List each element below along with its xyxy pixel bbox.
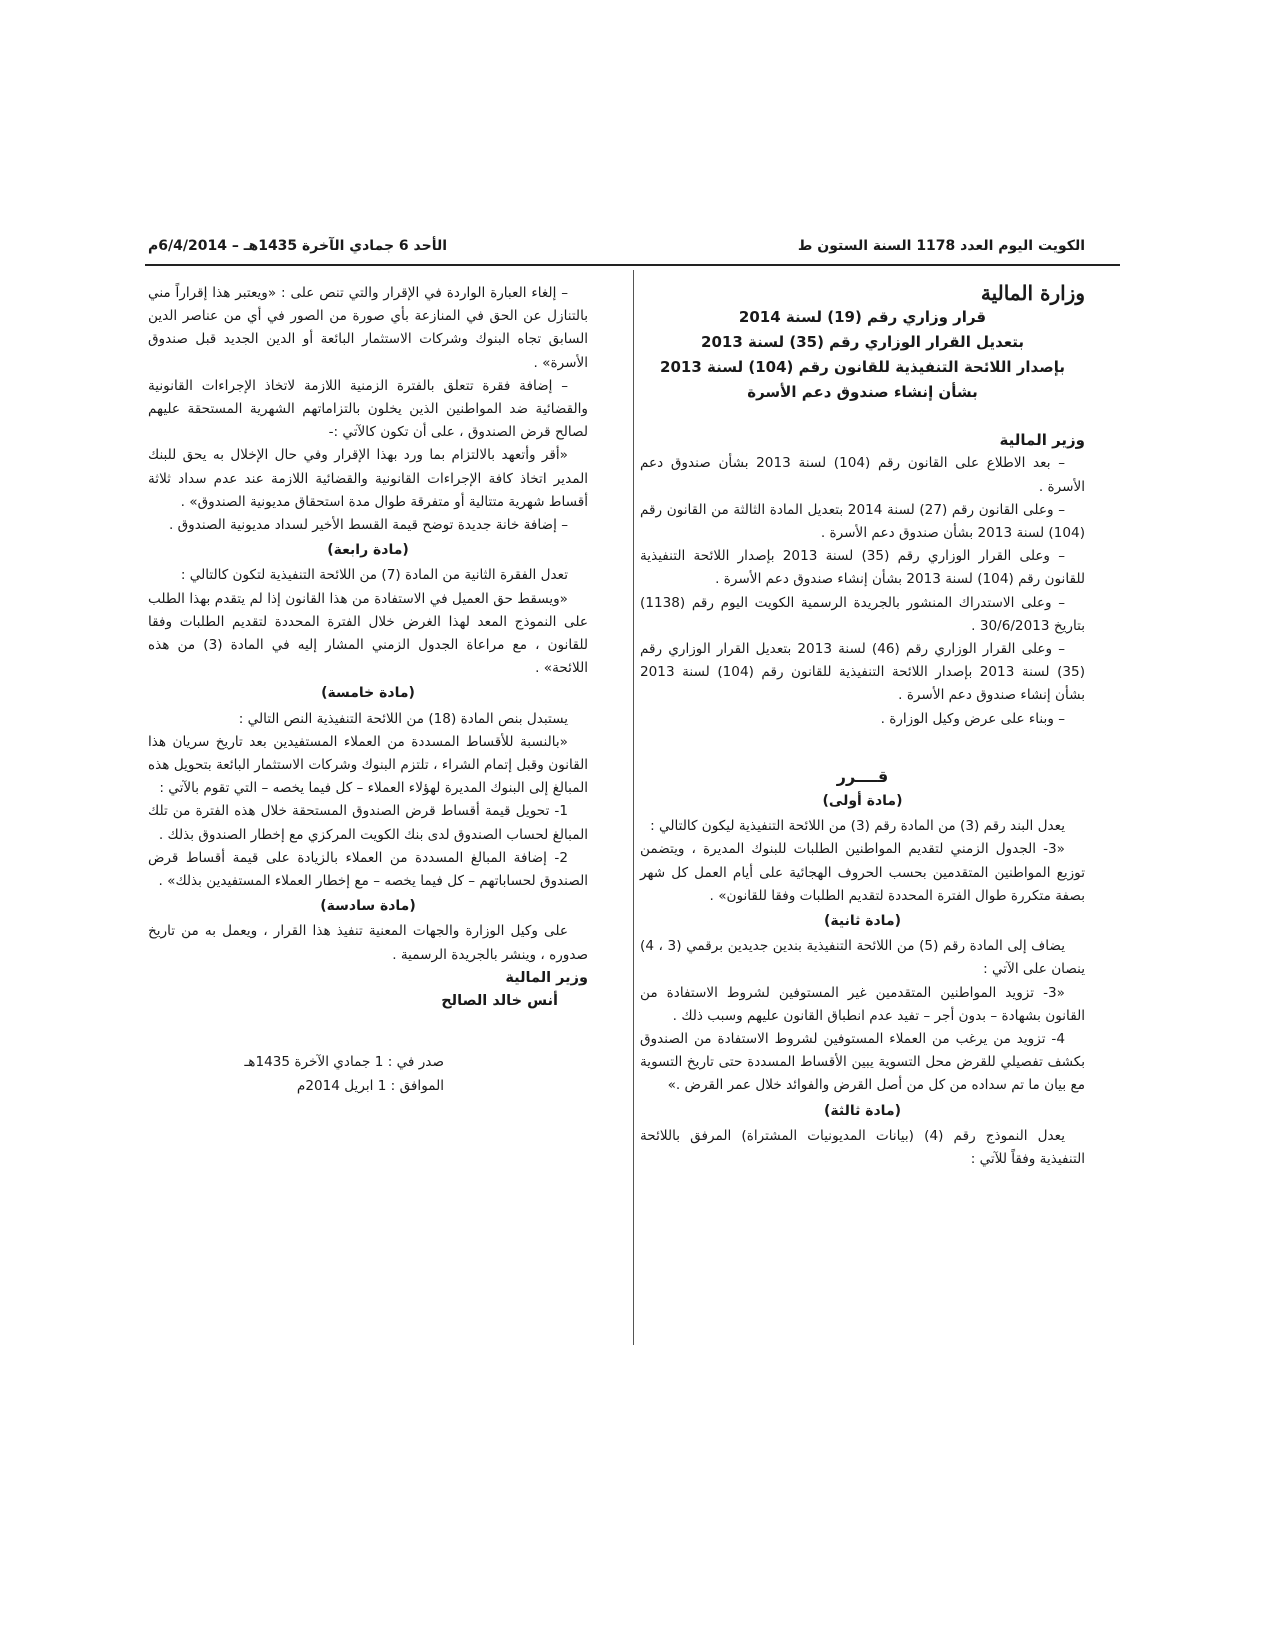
article-5-text: يستبدل بنص المادة (18) من اللائحة التنفيذية النص التالي :: [238, 710, 568, 727]
preamble-item: – بعد الاطلاع على القانون رقم (104) لسنة 2013 بشأن صندوق دعم الأسرة .: [640, 455, 1085, 495]
minister-label: وزير المالية: [999, 431, 1085, 450]
amendment-item: – إضافة فقرة تتعلق بالفترة الزمنية اللازمة لاتخاذ الإجراءات القانونية والقضائية ضد المواطنين الذين يخلون بالتزاماتهم الشهرية المستحقة عليهم لصالح قرض الصندوق ، على أن تكون كالآتي :-: [148, 377, 588, 441]
amendment-item: – إلغاء العبارة الواردة في الإقرار والتي تنص على : «ويعتبر هذا إقراراً مني بالتنازل عن الحق في المنازعة بأي صورة من الصور في أي من عناصر الدين السابق تجاه البنوك وشركات الاستثمار البائعة أو الدين الجديد قبل صندوق الأسرة» .: [148, 285, 588, 371]
header-date: الأحد 6 جمادي الآخرة 1435هـ – 6/4/2014م: [148, 238, 448, 254]
decree-title-line-4: بشأن إنشاء صندوق دعم الأسرة: [747, 383, 978, 402]
article-3-heading: (مادة ثالثة): [823, 1102, 902, 1119]
header-issue-info: الكويت اليوم العدد 1178 السنة الستون ط: [797, 238, 1085, 254]
header-rule: [145, 264, 1120, 266]
article-2-item-4: 4- تزويد من يرغب من العملاء المستوفين لشروط الاستفادة من الصندوق بكشف تفصيلي للقرض محل التسوية يبين الأقساط المسددة حتى تاريخ التسوية مع بيان ما تم سداده من كل من أصل القرض والفوائد خلال عمر القرض .»: [640, 1031, 1085, 1094]
article-5-quote: «بالنسبة للأقساط المسددة من العملاء المستفيدين بعد تاريخ سريان هذا القانون وقبل إتمام الشراء ، تلتزم البنوك وشركات الاستثمار البائعة بتحويل هذه المبالغ إلى البنوك المديرة لهؤلاء العملاء – كل فيما يخصه – التي تقوم بالآتي :: [148, 733, 588, 797]
article-2-heading: (مادة ثانية): [823, 913, 902, 930]
article-2-item-3: «3- تزويد المواطنين المتقدمين غير المستوفين لشروط الاستفادة من القانون بشهادة – بدون أجر – تفيد عدم انطباق القانون عليهم وسبب ذلك .: [640, 984, 1085, 1024]
article-6-heading: (مادة سادسة): [320, 898, 416, 915]
column-divider: [633, 270, 634, 1345]
signature-name: أنس خالد الصالح: [441, 993, 558, 1010]
preamble-item: – وبناء على عرض وكيل الوزارة .: [880, 710, 1065, 727]
right-column: [640, 282, 1085, 1171]
article-2-text: يضاف إلى المادة رقم (5) من اللائحة التنفيذية بندين جديدين برقمي (3 ، 4) ينصان على الآتي :: [640, 938, 1085, 978]
issue-date-block: [184, 1051, 444, 1097]
article-6-text: على وكيل الوزارة والجهات المعنية تنفيذ هذا القرار ، ويعمل به من تاريخ صدوره ، وينشر بالجريدة الرسمية .: [148, 923, 588, 963]
issued-gregorian-date: الموافق : 1 ابريل 2014م: [296, 1077, 444, 1094]
article-1-quote: «3- الجدول الزمني لتقديم المواطنين الطلبات للبنوك المديرة ، ويتضمن توزيع المواطنين المتقدمين بحسب الحروف الهجائية على أيام العمل كل شهر بصفة متكررة طوال الفترة المحددة لتقديم الطلبات وفقا للقانون» .: [640, 841, 1085, 904]
article-4-text: تعدل الفقرة الثانية من المادة (7) من اللائحة التنفيذية لتكون كالتالي :: [180, 567, 568, 584]
article-4-heading: (مادة رابعة): [327, 542, 409, 559]
amendment-item: – إضافة خانة جديدة توضح قيمة القسط الأخير لسداد مديونية الصندوق .: [168, 517, 568, 534]
ministry-heading: وزارة المالية: [980, 281, 1085, 305]
preamble-item: – وعلى القرار الوزاري رقم (46) لسنة 2013 بتعديل القرار الوزاري رقم (35) لسنة 2013 بإصدار اللائحة التنفيذية للقانون رقم (104) لسنة 2013 بشأن إنشاء صندوق دعم الأسرة .: [640, 641, 1086, 704]
decree-title-line-2: بتعديل القرار الوزاري رقم (35) لسنة 2013: [701, 333, 1024, 352]
article-5-item-2: 2- إضافة المبالغ المسددة من العملاء بالزيادة على قيمة أقساط قرض الصندوق لحساباتهم – كل فيما يخصه – مع إخطار العملاء المستفيدين بذلك» .: [148, 849, 588, 890]
article-4-quote: «ويسقط حق العميل في الاستفادة من هذا القانون إذا لم يتقدم بهذا الطلب على النموذج المعد لهذا الغرض خلال الفترة المحددة لتقديم الطلبات وفقا للقانون ، مع مراعاة الجدول الزمني المشار إليه في المادة (3) من هذه اللائحة» .: [148, 590, 588, 677]
article-1-text: يعدل البند رقم (3) من المادة رقم (3) من اللائحة التنفيذية ليكون كالتالي :: [650, 818, 1065, 835]
pledge-text: «أقر وأتعهد بالالتزام بما ورد بهذا الإقرار وفي حال الإخلال به يحق للبنك المدير اتخاذ كافة الإجراءات القانونية والقضائية اللازمة عند عدم سداد ثلاثة أقساط شهرية متتالية أو متفرقة طوال مدة استحقاق مديونية الصندوق» .: [148, 447, 588, 510]
issued-hijri-date: صدر في : 1 جمادي الآخرة 1435هـ: [244, 1054, 444, 1071]
preamble-item: – وعلى القانون رقم (27) لسنة 2014 بتعديل المادة الثالثة من القانون رقم (104) لسنة 2013 بشأن صندوق دعم الأسرة .: [640, 501, 1085, 542]
preamble-item: – وعلى القرار الوزاري رقم (35) لسنة 2013 بإصدار اللائحة التنفيذية للقانون رقم (104) لسنة 2013 بشأن إنشاء صندوق دعم الأسرة .: [640, 548, 1085, 588]
decree-title-line-3: بإصدار اللائحة التنفيذية للقانون رقم (104) لسنة 2013: [660, 358, 1065, 377]
article-5-heading: (مادة خامسة): [321, 685, 415, 702]
decree-title: [640, 305, 1085, 405]
left-column: [148, 282, 588, 1098]
decree-title-line-1: قرار وزاري رقم (19) لسنة 2014: [738, 308, 987, 327]
decision-heading: قــــرر: [836, 766, 889, 786]
article-1-heading: (مادة أولى): [822, 793, 903, 810]
article-3-text: يعدل النموذج رقم (4) (بيانات المديونيات المشتراة) المرفق باللائحة التنفيذية وفقاً للآتي :: [640, 1127, 1085, 1168]
article-5-item-1: 1- تحويل قيمة أقساط قرض الصندوق المستحقة خلال هذه الفترة من تلك المبالغ لحساب الصندوق لدى بنك الكويت المركزي مع إخطار الصندوق بذلك .: [148, 803, 588, 843]
signature-title: وزير المالية: [505, 969, 588, 986]
preamble-item: – وعلى الاستدراك المنشور بالجريدة الرسمية الكويت اليوم رقم (1138) بتاريخ 30/6/2013 .: [640, 594, 1085, 634]
